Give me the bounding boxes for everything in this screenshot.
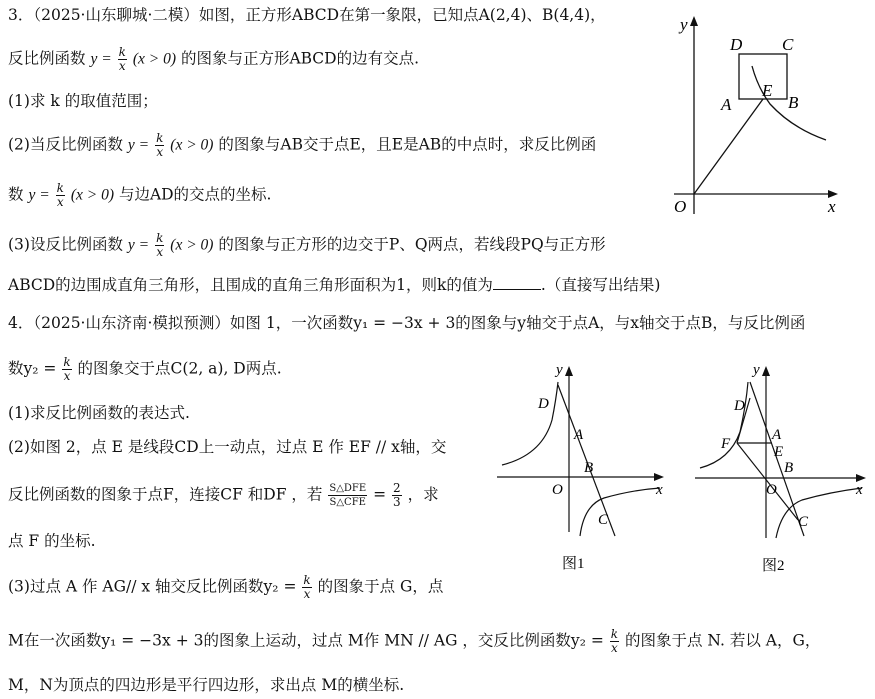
q3-part2-cont: 数 y = $\frac{k}{x}$ (x > 0) 与边AD的交点的坐标. — [8, 181, 272, 209]
q3-part3: (3)设反比例函数 y = $\frac{k}{x}$ (x > 0) 的图象与正方形的边交于P、Q两点，若线段PQ与正方形 — [8, 231, 606, 259]
fig2-label-x: x — [856, 482, 863, 498]
q3-label-x: x — [828, 197, 836, 216]
q4-line2: 数y₂ = $\frac{k}{x}$ 的图象交于点C(2, a), D两点. — [8, 355, 282, 383]
q4-part1: (1)求反比例函数的表达式. — [8, 404, 190, 422]
q3-y-arrow — [690, 16, 698, 26]
q3-label-A: A — [721, 95, 732, 114]
q3-label-O: O — [674, 197, 687, 216]
q3-part2: (2)当反比例函数 y = $\frac{k}{x}$ (x > 0) 的图象与AB交于点E，且E是AB的中点时，求反比例函 — [8, 131, 597, 159]
fig2-label-F: F — [721, 436, 731, 452]
fig1-label-C: C — [598, 512, 609, 528]
fig2-hyperbola-right — [776, 488, 862, 538]
q3-line1: 3．（2025·山东聊城·二模）如图，正方形ABCD在第一象限，已知点A(2,4)、B(4,4)， — [8, 6, 606, 24]
q3-line2: 反比例函数 y = $\frac{k}{x}$ (x > 0) 的图象与正方形ABCD的边有交点. — [8, 45, 420, 73]
fig1-label-O: O — [552, 482, 563, 498]
q3-figure — [662, 10, 852, 225]
q3-label-E: E — [762, 81, 773, 100]
q4-part3: (3)过点 A 作 AG// x 轴交反比例函数y₂ = $\frac{k}{x}$ 的图象于点 G，点 — [8, 573, 444, 601]
fig2-label-y: y — [753, 362, 760, 378]
answer-blank — [493, 275, 541, 290]
fig2-x-arrow — [856, 474, 866, 482]
q4-part2-cont: 反比例函数的图象于点F，连接CF 和DF ，若 $\frac{\text{S△DFE}}{\text{S△CFE}}$ = $\frac{2}{3}$ ，求 — [8, 481, 439, 509]
fig2-y-arrow — [762, 366, 770, 376]
fig2-label-D: D — [734, 398, 745, 414]
q4-figure-1 — [492, 360, 672, 575]
q4-part3-end: M，N为顶点的四边形是平行四边形，求出点 M的横坐标. — [8, 676, 405, 694]
q3-label-B: B — [788, 93, 799, 112]
fig2-label-E: E — [774, 444, 784, 460]
fig1-caption: 图1 — [562, 556, 585, 572]
fig1-hyperbola-left — [502, 382, 558, 465]
fig2-label-B: B — [784, 460, 794, 476]
fig2-label-A: A — [772, 427, 782, 443]
fig2-label-O: O — [766, 482, 777, 498]
fig1-x-arrow — [654, 473, 664, 481]
q3-part1: (1)求 k 的取值范围； — [8, 92, 158, 110]
fig1-label-y: y — [556, 362, 563, 378]
fig2-caption: 图2 — [762, 558, 785, 574]
q4-part2: (2)如图 2，点 E 是线段CD上一动点，过点 E 作 EF // x轴，交 — [8, 438, 447, 456]
fig1-label-x: x — [656, 482, 663, 498]
q3-part3-cont: ABCD的边围成直角三角形，且围成的直角三角形面积为1，则k的值为 .（直接写出结果) — [8, 276, 661, 294]
q3-label-C: C — [782, 35, 794, 54]
q4-part2-end: 点 F 的坐标. — [8, 532, 96, 550]
fig1-hyperbola-right — [580, 488, 660, 536]
q3-label-D: D — [730, 35, 743, 54]
q4-figure-2 — [690, 360, 875, 580]
fig1-y-arrow — [565, 366, 573, 376]
fig2-label-C: C — [798, 514, 809, 530]
fig1-label-B: B — [584, 460, 594, 476]
fig2-hyperbola-left — [700, 382, 748, 468]
q3-label-y: y — [680, 15, 688, 34]
q4-line1: 4．（2025·山东济南·模拟预测）如图 1，一次函数y₁ = −3x + 3的图象与y轴交于点A，与x轴交于点B，与反比例函 — [8, 314, 806, 332]
fig1-label-D: D — [538, 396, 549, 412]
q4-part3-cont: M在一次函数y₁ = −3x + 3的图象上运动，过点 M作 MN // AG ，交反比例函数y₂ = $\frac{k}{x}$ 的图象于点 N. 若以 A，G， — [8, 627, 821, 655]
fig1-label-A: A — [574, 427, 584, 443]
